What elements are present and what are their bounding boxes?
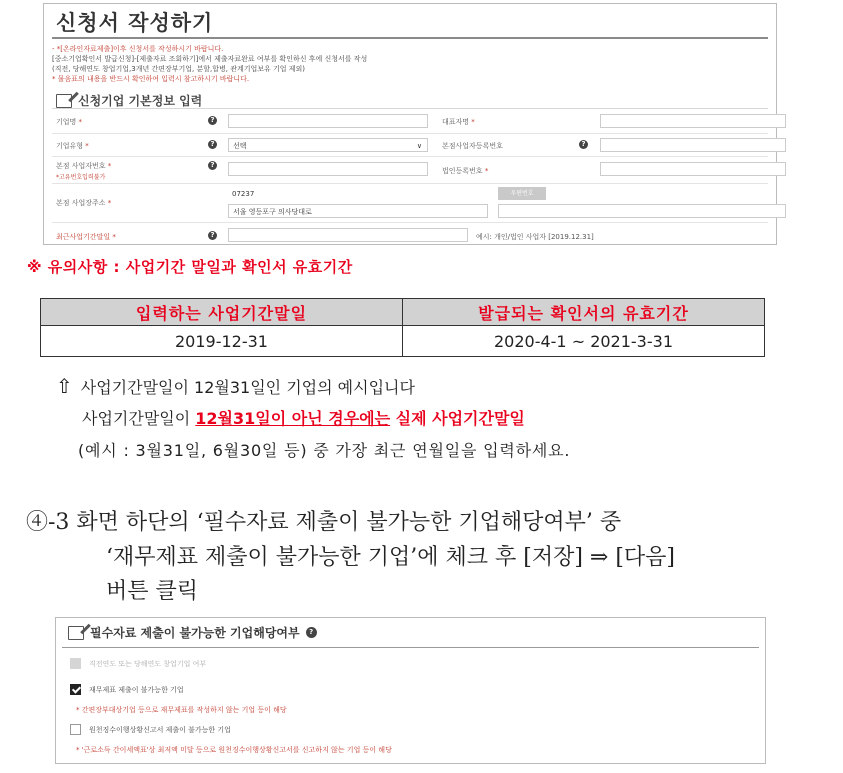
help-icon[interactable]: ? xyxy=(208,231,217,240)
form-row xyxy=(52,109,768,134)
form-row xyxy=(52,223,768,249)
up-arrow-icon: ⇧ xyxy=(56,374,73,398)
table-header: 발급되는 확인서의 유효기간 xyxy=(403,299,765,326)
chevron-down-icon: ∨ xyxy=(416,142,422,150)
title-divider xyxy=(52,37,768,39)
help-icon[interactable]: ? xyxy=(208,116,217,125)
company-type-select[interactable]: 선택 ∨ xyxy=(228,138,428,152)
divider xyxy=(62,647,759,648)
hq-biz-reg-label: 본점사업자등록번호 xyxy=(442,142,503,150)
note-line-2: [중소기업확인서 발급신청]-[제출자료 조회하기]에서 제출자료완료 여부를 확인하신 후에 신청서를 작성 xyxy=(52,55,368,63)
table-cell: 2020-4-1 ~ 2021-3-31 xyxy=(403,326,765,357)
edit-icon xyxy=(68,626,84,640)
table-row xyxy=(41,326,765,357)
form-row xyxy=(52,134,768,157)
zip-search-button[interactable]: 우편번호 xyxy=(498,187,546,200)
hq-biz-no-note: *고유번호입력불가 xyxy=(56,174,106,181)
step-line-1: ④-3 화면 하단의 ‘필수자료 제출이 불가능한 기업해당여부’ 중 xyxy=(26,510,622,535)
corp-reg-input[interactable] xyxy=(600,162,786,176)
form-notes xyxy=(52,44,367,84)
hq-biz-no-input[interactable] xyxy=(228,162,428,176)
table-cell: 2019-12-31 xyxy=(41,326,403,357)
financial-statement-checkbox[interactable] xyxy=(70,684,81,695)
checkbox-section-screenshot xyxy=(55,617,766,764)
basic-info-form xyxy=(52,108,768,249)
hq-biz-no-label: 본점 사업자번호 * xyxy=(56,162,112,170)
edit-icon xyxy=(56,94,72,108)
financial-statement-option[interactable]: 재무제표 제출이 불가능한 기업 xyxy=(70,684,184,695)
hq-biz-reg-input[interactable] xyxy=(600,138,786,152)
step-line-3: 버튼 클릭 xyxy=(106,579,199,604)
help-icon[interactable]: ? xyxy=(579,140,588,149)
withholding-report-hint: * '근로소득 간이세액표'상 최저액 미달 등으로 원천징수이행상황신고서를 신고하지 않는 기업 등이 해당 xyxy=(76,746,392,754)
withholding-report-checkbox[interactable] xyxy=(70,724,81,735)
validity-table xyxy=(40,298,765,357)
period-example: 예시: 개인/법인 사업자 [2019.12.31] xyxy=(476,233,594,241)
section-header xyxy=(56,92,202,109)
section-header xyxy=(68,624,317,641)
section-title: 신청기업 기본정보 입력 xyxy=(78,94,203,108)
zip-code-field[interactable]: 07237 xyxy=(228,187,488,201)
startup-checkbox xyxy=(70,658,81,669)
explanation-line-2: 사업기간말일이 12월31일이 아닌 경우에는 실제 사업기간말일 xyxy=(82,409,525,428)
help-icon[interactable]: ? xyxy=(208,140,217,149)
startup-company-option: 직전연도 또는 당해연도 창업기업 여부 xyxy=(70,658,206,669)
table-header-row xyxy=(41,299,765,326)
section-title: 필수자료 제출이 불가능한 기업해당여부 xyxy=(90,626,300,640)
note-line-4: * 물음표의 내용을 반드시 확인하여 입력시 참고하시기 바랍니다. xyxy=(52,75,250,83)
help-icon[interactable]: ? xyxy=(208,161,217,170)
step-line-2: ‘재무제표 제출이 불가능한 기업’에 체크 후 [저장] ⇒ [다음] xyxy=(106,545,675,570)
representative-input[interactable] xyxy=(600,114,786,128)
notice-heading: ※ 유의사항 : 사업기간 말일과 확인서 유효기간 xyxy=(27,258,353,276)
corp-reg-label: 법인등록번호 * xyxy=(442,167,489,175)
representative-label: 대표자명 * xyxy=(442,118,475,126)
note-line-1: - *[온라인자료제출]이후 신청서를 작성하시기 바랍니다. xyxy=(52,45,224,53)
address-input[interactable]: 서울 영등포구 의사당대로 xyxy=(228,204,488,218)
period-end-label: 최근사업기간말일 * xyxy=(56,233,116,241)
withholding-report-option[interactable]: 원천징수이행상황신고서 제출이 불가능한 기업 xyxy=(70,724,231,735)
application-form-screenshot xyxy=(43,3,777,245)
financial-statement-hint: * 간편장부대상기업 등으로 재무제표를 작성하지 않는 기업 등이 해당 xyxy=(76,706,287,714)
address-detail-input[interactable] xyxy=(498,204,786,218)
company-name-label: 기업명 * xyxy=(56,118,83,126)
note-line-3: (직전, 당해연도 창업기업,3개년 간편장부기업, 분할,합병, 관계기업보유 기업 제외) xyxy=(52,65,305,73)
form-row xyxy=(52,184,768,223)
help-icon[interactable]: ? xyxy=(306,627,317,638)
explanation-line-3: (예시 : 3월31일, 6월30일 등) 중 가장 최근 연월일을 입력하세요. xyxy=(78,441,571,460)
period-end-input[interactable] xyxy=(228,228,468,242)
form-title: 신청서 작성하기 xyxy=(56,11,214,35)
form-row xyxy=(52,157,768,184)
company-type-label: 기업유형 * xyxy=(56,142,89,150)
table-header: 입력하는 사업기간말일 xyxy=(41,299,403,326)
company-name-input[interactable] xyxy=(228,114,428,128)
hq-address-label: 본점 사업장주소 * xyxy=(56,199,112,207)
explanation-line-1: ⇧ 사업기간말일이 12월31일인 기업의 예시입니다 xyxy=(56,374,415,398)
